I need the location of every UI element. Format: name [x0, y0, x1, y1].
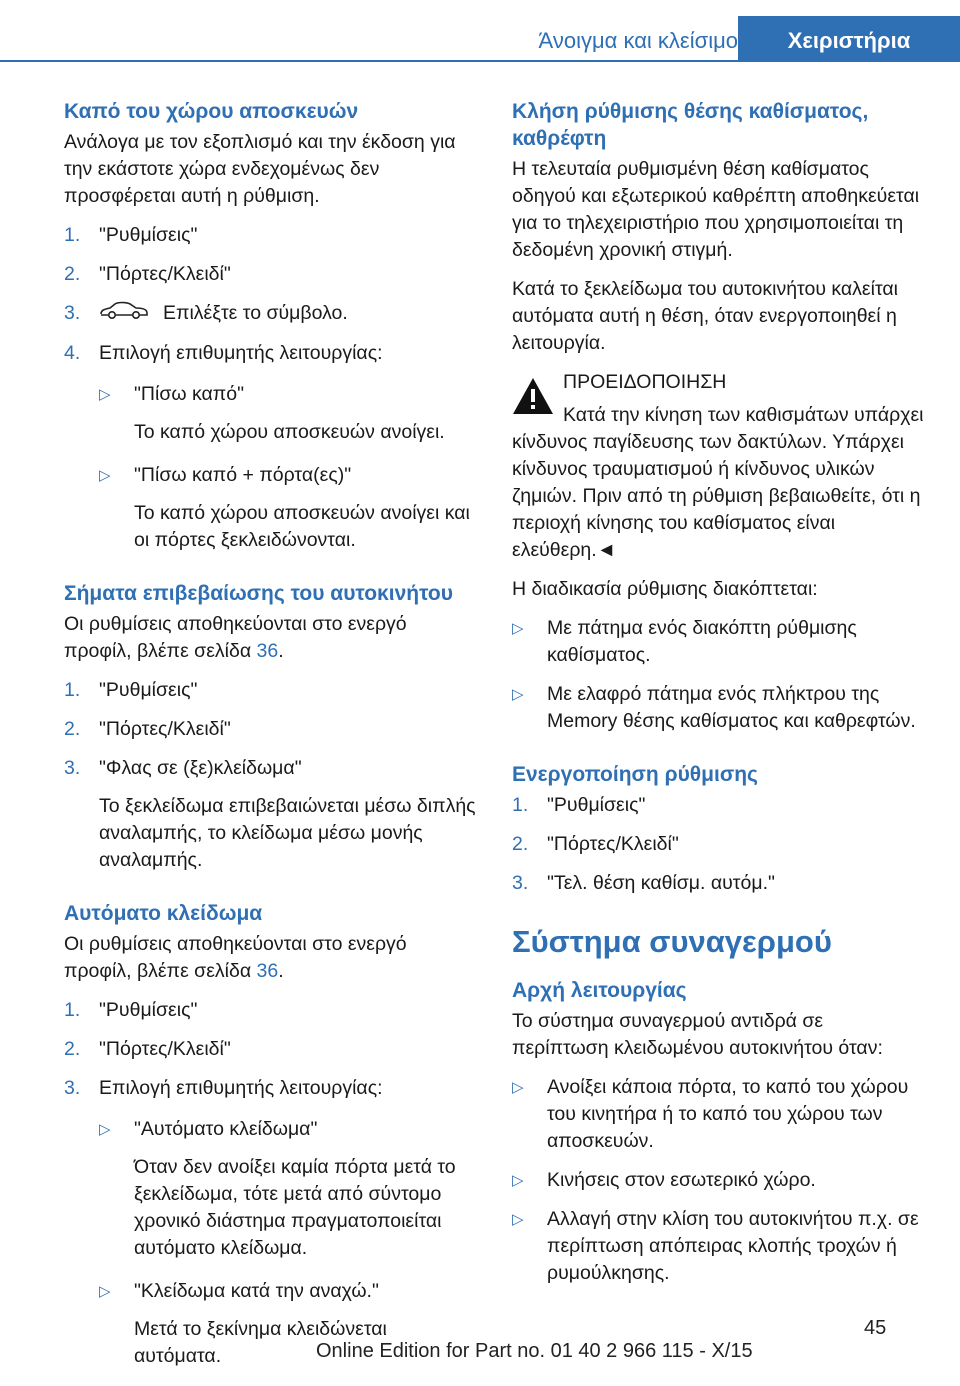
step-number: 1.: [512, 794, 529, 816]
heading-auto-lock: Αυτόματο κλείδωμα: [64, 902, 263, 925]
interrupt-item: [512, 681, 924, 735]
trigger-item: [512, 1074, 924, 1155]
trunk-lid-intro: Ανάλογα με τον εξοπλισμό και την έκδοση για την εκάστοτε χώρα ενδεχομένως δεν προσφέρεται αυτή η ρύθμιση.: [64, 131, 456, 207]
intro-text: Οι ρυθμίσεις αποθηκεύονται στο ενεργό προφίλ, βλέπε σελίδα: [64, 613, 407, 662]
triangle-bullet-icon: ▷: [512, 1172, 524, 1189]
page-link[interactable]: 36: [256, 960, 279, 982]
option-label: "Πίσω καπό": [134, 383, 245, 405]
step-number: 2.: [512, 833, 529, 855]
right-column: [512, 98, 924, 1299]
step-item: [64, 755, 476, 874]
step-number: 3.: [512, 872, 529, 894]
warning-triangle-icon: [512, 377, 554, 423]
step-text: "Τελ. θέση καθίσμ. αυτόμ.": [547, 872, 775, 894]
option-desc: Όταν δεν ανοίξει καμία πόρτα μετά το ξεκλείδωμα, τότε μετά από σύντομο χρονικό διάστημα πραγματοποιείται αυτόματο κλείδωμα.: [134, 1156, 456, 1259]
trigger-text: Αλλαγή στην κλίση του αυτοκινήτου π.χ. σε περίπτωση απόπειρας κλοπής τροχών ή ρυμούλκησης.: [547, 1208, 919, 1284]
triangle-bullet-icon: ▷: [99, 1283, 111, 1300]
option-label: "Πίσω καπό + πόρτα(ες)": [134, 464, 352, 486]
triangle-bullet-icon: ▷: [99, 386, 111, 403]
option-desc: Μετά το ξεκίνημα κλειδώνεται αυτόματα.: [134, 1318, 387, 1367]
option-desc: Το καπό χώρου αποσκευών ανοίγει.: [134, 421, 445, 443]
left-column: [64, 98, 476, 1386]
header-rule: [0, 60, 738, 62]
option-desc: Το καπό χώρου αποσκευών ανοίγει και οι πόρτες ξεκλειδώνονται.: [134, 502, 470, 551]
step-item: [64, 222, 476, 249]
page-link[interactable]: 36: [256, 640, 279, 662]
triangle-bullet-icon: ▷: [512, 1079, 524, 1096]
step-text: "Πόρτες/Κλειδί": [99, 718, 231, 740]
section-seat-recall: [512, 98, 924, 735]
chapter-tab: Χειριστήρια: [738, 16, 960, 62]
trunk-lid-steps: [64, 222, 476, 554]
step-text: "Ρυθμίσεις": [547, 794, 646, 816]
step-text: "Ρυθμίσεις": [99, 999, 198, 1021]
trigger-item: [512, 1206, 924, 1287]
alarm-intro: Το σύστημα συναγερμού αντιδρά σε περίπτωση κλειδωμένου αυτοκινήτου όταν:: [512, 1010, 883, 1059]
trigger-text: Κινήσεις στον εσωτερικό χώρο.: [547, 1169, 816, 1191]
page-footer: [0, 1313, 960, 1362]
step-text: "Πόρτες/Κλειδί": [547, 833, 679, 855]
triangle-bullet-icon: ▷: [512, 1211, 524, 1228]
step-text: "Ρυθμίσεις": [99, 679, 198, 701]
section-activate-setting: [512, 761, 924, 897]
option-item: [99, 1116, 476, 1262]
step-number: 3.: [64, 302, 81, 324]
option-label: "Αυτόματο κλείδωμα": [134, 1118, 318, 1140]
option-item: [99, 381, 476, 446]
page-number: 45: [864, 1317, 887, 1339]
triangle-bullet-icon: ▷: [99, 1121, 111, 1138]
option-label: "Κλείδωμα κατά την αναχώ.": [134, 1280, 379, 1302]
seat-recall-p2: Κατά το ξεκλείδωμα του αυτοκινήτου καλείται αυτόματα αυτή η θέση, όταν ενεργοποιηθεί η λειτουργία.: [512, 278, 898, 354]
step-item: [64, 716, 476, 743]
auto-lock-intro: Οι ρυθμίσεις αποθηκεύονται στο ενεργό προφίλ, βλέπε σελίδα 36.: [64, 933, 407, 982]
step-text: Επιλογή επιθυμητής λειτουργίας:: [99, 342, 383, 364]
step-item: [64, 340, 476, 554]
step-number: 1.: [64, 224, 81, 246]
step-text: "Πόρτες/Κλειδί": [99, 1038, 231, 1060]
interrupt-text: Με ελαφρό πάτημα ενός πλήκτρου της Memory θέσης καθίσματος και καθρεφτών.: [547, 683, 916, 732]
step-number: 1.: [64, 999, 81, 1021]
activate-steps: [512, 792, 924, 897]
intro-text: Οι ρυθμίσεις αποθηκεύονται στο ενεργό προφίλ, βλέπε σελίδα: [64, 933, 407, 982]
section-confirmation-signals: [64, 580, 476, 874]
step-number: 3.: [64, 757, 81, 779]
step-number: 2.: [64, 263, 81, 285]
heading-seat-recall: Κλήση ρύθμισης θέσης καθίσματος, καθρέφτη: [512, 100, 869, 150]
step-number: 4.: [64, 342, 81, 364]
step-item: [64, 261, 476, 288]
seat-recall-p1: Η τελευταία ρυθμισμένη θέση καθίσματος οδηγού και εξωτερικού καθρέπτη αποθηκεύεται για το τηλεχειριστήριο που χρησιμοποιείται τη δεδομένη χρονική στιγμή.: [512, 158, 920, 261]
heading-principle: Αρχή λειτουργίας: [512, 979, 687, 1002]
step-number: 2.: [64, 718, 81, 740]
triangle-bullet-icon: ▷: [99, 467, 111, 484]
step-item: [64, 1036, 476, 1063]
option-list: [99, 381, 476, 554]
interrupt-item: [512, 615, 924, 669]
triangle-bullet-icon: ▷: [512, 620, 524, 637]
heading-activate-setting: Ενεργοποίηση ρύθμισης: [512, 763, 758, 786]
section-trunk-lid: [64, 98, 476, 554]
alarm-trigger-list: [512, 1074, 924, 1287]
heading-confirmation-signals: Σήματα επιβεβαίωσης του αυτοκινήτου: [64, 582, 453, 605]
confirmation-steps: [64, 677, 476, 874]
edition-note: Online Edition for Part no. 01 40 2 966 115 - X/15: [316, 1340, 753, 1362]
trigger-item: [512, 1167, 924, 1194]
step-item: [512, 831, 924, 858]
step-number: 3.: [64, 1077, 81, 1099]
option-item: [99, 462, 476, 554]
car-icon: [99, 300, 149, 328]
step-item: [512, 870, 924, 897]
section-alarm-system: [512, 923, 924, 1287]
section-auto-lock: [64, 900, 476, 1370]
step-number: 1.: [64, 679, 81, 701]
step-item: [64, 677, 476, 704]
step-text: "Πόρτες/Κλειδί": [99, 263, 231, 285]
heading-trunk-lid: Καπό του χώρου αποσκευών: [64, 100, 359, 123]
step-number: 2.: [64, 1038, 81, 1060]
trigger-text: Ανοίξει κάποια πόρτα, το καπό του χώρου του κινητήρα ή το καπό του χώρου των αποσκευών.: [547, 1076, 909, 1152]
interrupt-list: [512, 615, 924, 735]
step-text: "Φλας σε (ξε)κλείδωμα": [99, 757, 302, 779]
step-text: Επιλέξτε το σύμβολο.: [163, 302, 348, 325]
warning-text: Κατά την κίνηση των καθισμάτων υπάρχει κίνδυνος παγίδευσης των δακτύλων. Υπάρχει κίνδυνος τραυματισμού ή κίνδυνος υλικών ζημιών. Πριν από τη ρύθμιση βεβαιωθείτε, ότι η περιοχή κίνησης του καθίσματος είναι ελεύθερη.◄: [512, 404, 924, 561]
step-item: [512, 792, 924, 819]
page-header: [0, 0, 960, 62]
step-item: [64, 300, 476, 328]
confirmation-intro: Οι ρυθμίσεις αποθηκεύονται στο ενεργό προφίλ, βλέπε σελίδα 36.: [64, 613, 407, 662]
step-item: [64, 997, 476, 1024]
warning-block: [512, 369, 924, 564]
warning-title: ΠΡΟΕΙΔΟΠΟΙΗΣΗ: [563, 371, 727, 393]
section-title: Άνοιγμα και κλείσιμο: [538, 28, 738, 53]
step-text: Επιλογή επιθυμητής λειτουργίας:: [99, 1077, 383, 1099]
step-text: "Ρυθμίσεις": [99, 224, 198, 246]
heading-alarm-system: Σύστημα συναγερμού: [512, 924, 832, 959]
step-desc: Το ξεκλείδωμα επιβεβαιώνεται μέσω διπλής αναλαμπής, το κλείδωμα μέσω μονής αναλαμπής.: [99, 795, 476, 871]
interrupt-text: Με πάτημα ενός διακόπτη ρύθμισης καθίσματος.: [547, 617, 857, 666]
triangle-bullet-icon: ▷: [512, 686, 524, 703]
interrupt-intro: Η διαδικασία ρύθμισης διακόπτεται:: [512, 578, 818, 600]
